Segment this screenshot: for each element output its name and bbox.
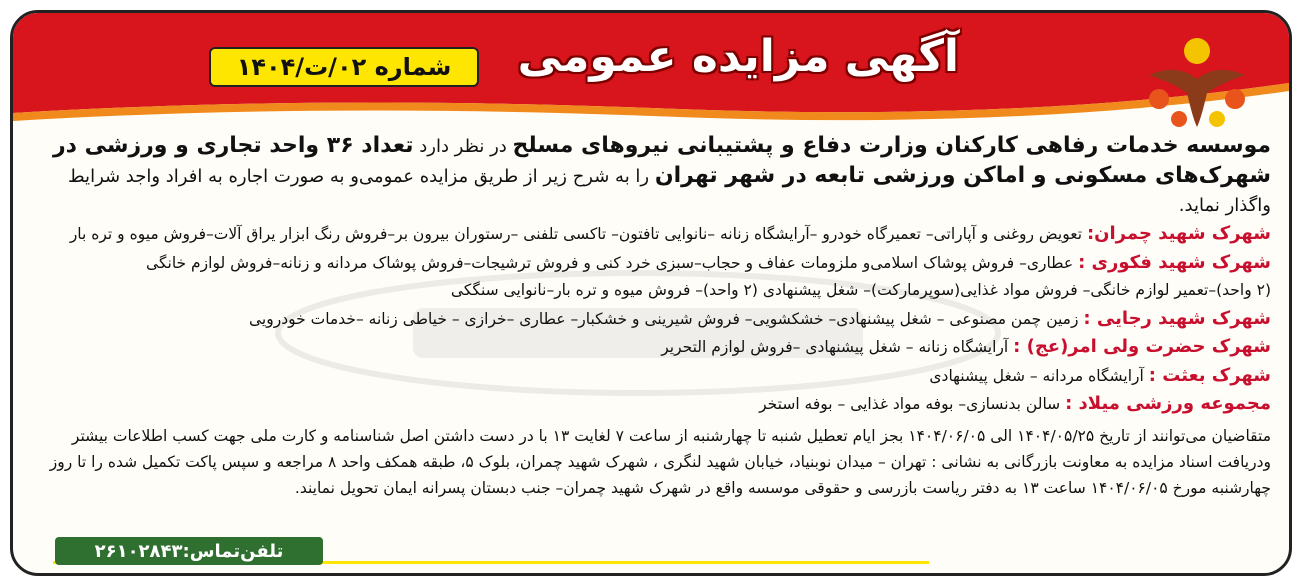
organization-logo-icon (1137, 23, 1257, 133)
town-name: شهرک حضرت ولی امر(عج) : (1013, 336, 1271, 357)
organization-name: موسسه خدمات رفاهی کارکنان وزارت دفاع و پشتیبانی نیروهای مسلح (512, 133, 1271, 158)
ad-number-badge: شماره ۰۲/ت/۱۴۰۴ (209, 47, 479, 87)
contact-phone: تلفن‌تماس:۲۶۱۰۲۸۴۳ (55, 537, 323, 565)
town-line (36, 249, 1271, 278)
town-desc: آرایشگاه مردانه – شغل پیشنهادی (929, 366, 1149, 385)
town-name: مجموعه ورزشی میلاد : (1065, 393, 1271, 414)
intro-paragraph (36, 131, 1271, 220)
town-name: شهرک شهید رجایی : (1083, 307, 1271, 329)
town-desc: آرایشگاه زنانه – شغل پیشنهادی –فروش لوازم التحریر (661, 338, 1014, 356)
town-desc: عطاری– فروش پوشاک اسلامی‌و ملزومات عفاف و حجاب–سبزی خرد کنی و فروش ترشیجات–فروش پوشاک مردانه و زنانه–فروش لوازم خانگی (146, 253, 1079, 272)
ad-title: آگهی مزایده عمومی (517, 31, 959, 82)
town-name: شهرک شهید چمران: (1086, 223, 1271, 244)
town-desc: تعویض روغنی و آپاراتی– تعمیرگاه خودرو –آرایشگاه زنانه –نانوایی تافتون– تاکسی تلفنی –رستوران بیرون بر–فروش رنگ ابزار یراق آلات–فروش میوه و تره بار (69, 225, 1087, 243)
town-desc: (۲ واحد)–تعمیر لوازم خانگی– فروش مواد غذایی(سوپرمارکت)– شغل پیشنهادی (۲ واحد)– فروش میوه و تره بار–نانوایی سنگکی (450, 281, 1271, 299)
town-line (36, 277, 1271, 305)
town-line (36, 305, 1271, 334)
intro-text-2: را به شرح زیر از طریق مزایده عمومی‌و به صورت اجاره به افراد واجد شرایط واگذار نماید. (67, 166, 1271, 216)
ad-body (36, 131, 1271, 501)
town-name: شهرک شهید فکوری : (1078, 251, 1271, 273)
closing-paragraph: متقاضیان می‌توانند از تاریخ ۱۴۰۴/۰۵/۲۵ الی ۱۴۰۴/۰۶/۰۵ بجز ایام تعطیل شنبه تا چهارشنبه از ساعت ۷ لغایت ۱۳ با در دست داشتن اصل شناسنامه و کارت ملی جهت کسب اطلاعات بیشتر ودریافت اسناد مزایده به معاونت بازرگانی به نشانی : تهران – میدان نوبنیاد، خیابان شهید لنگری ، شهرک شهید چمران، بلوک ۵، طبقه همکف واحد ۸ مراجعه و سپس پاکت تکمیل شده را تا روز چهارشنبه مورخ ۱۴۰۴/۰۶/۰۵ ساعت ۱۳ به دفتر ریاست بازرسی و حقوقی موسسه واقع در شهرک شهید چمران– جنب دبستان پسرانه ایمان تحویل نمایند. (49, 426, 1271, 497)
town-name: شهرک بعثت : (1148, 364, 1271, 386)
town-line (36, 362, 1271, 391)
ad-frame (10, 10, 1292, 576)
town-line (36, 220, 1271, 249)
town-desc: سالن بدنسازی– بوفه مواد غذایی – بوفه استخر (759, 395, 1066, 413)
town-desc: زمین چمن مصنوعی – شغل پیشنهادی– خشکشویی– فروش شیرینی و خشکبار– عطاری –خرازی – خیاطی زنانه –خدمات خودرویی (249, 309, 1084, 328)
town-line (36, 390, 1271, 419)
intro-text-1: در نظر دارد (413, 136, 513, 157)
town-line (36, 333, 1271, 362)
units-count: تعداد ۳۶ واحد تجاری و ورزشی در شهرک‌های مسکونی و اماکن ورزشی تابعه در شهر تهران (52, 133, 1271, 188)
